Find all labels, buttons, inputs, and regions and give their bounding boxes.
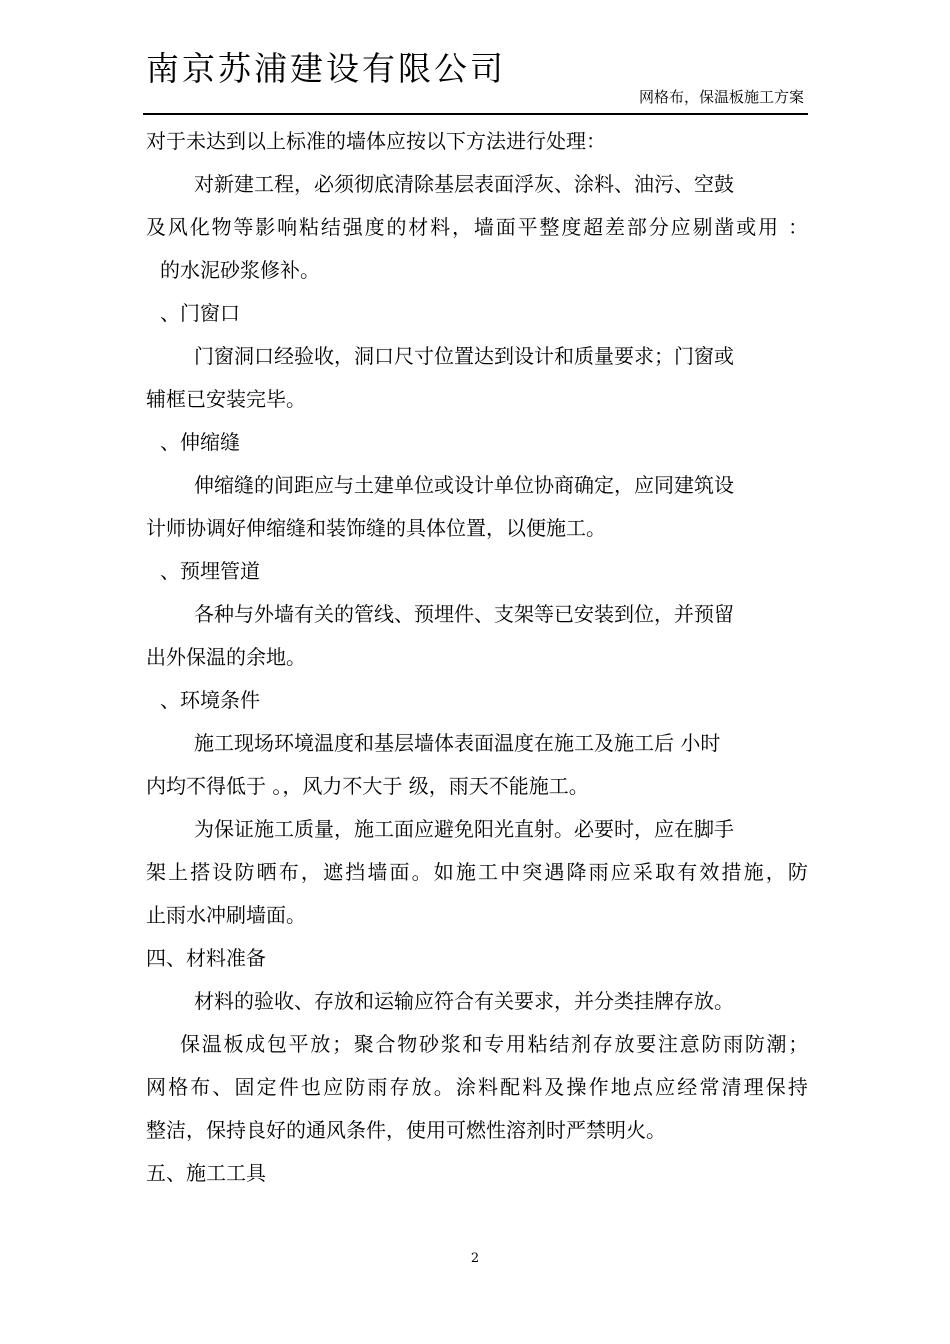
- body-line: 为保证施工质量，施工面应避免阳光直射。必要时，应在脚手: [194, 817, 734, 841]
- section-heading: 、环境条件: [160, 688, 260, 712]
- body-line: 计师协调好伸缩缝和装饰缝的具体位置，以便施工。: [146, 516, 606, 540]
- section-heading: 、伸缩缝: [160, 430, 240, 454]
- body-line: 伸缩缝的间距应与土建单位或设计单位协商确定，应同建筑设: [194, 473, 734, 497]
- document-title: 网格布，保温板施工方案: [638, 88, 804, 106]
- body-line: 施工现场环境温度和基层墙体表面温度在施工及施工后 小时: [194, 731, 721, 755]
- body-line: 门窗洞口经验收，洞口尺寸位置达到设计和质量要求；门窗或: [194, 344, 734, 368]
- body-line: 网格布、固定件也应防雨存放。涂料配料及操作地点应经常清理保持: [146, 1075, 810, 1099]
- header-rule: [143, 113, 808, 115]
- section-heading: 五、施工工具: [146, 1161, 266, 1185]
- body-line: 及风化物等影响粘结强度的材料，墙面平整度超差部分应剔凿或用 ：: [146, 215, 810, 239]
- body-line: 内均不得低于 。，风力不大于 级，雨天不能施工。: [146, 774, 589, 798]
- document-body: [146, 120, 810, 1195]
- section-heading: 、预埋管道: [160, 559, 260, 583]
- section-heading: 四、材料准备: [146, 946, 266, 970]
- company-name: 南京苏浦建设有限公司: [146, 49, 506, 88]
- section-heading: 、门窗口: [160, 301, 240, 325]
- body-line: 对于未达到以上标准的墙体应按以下方法进行处理：: [146, 129, 606, 153]
- body-line: 辅框已安装完毕。: [146, 387, 306, 411]
- page-number: 2: [470, 1251, 480, 1266]
- body-line: 止雨水冲刷墙面。: [146, 903, 306, 927]
- body-line: 材料的验收、存放和运输应符合有关要求，并分类挂牌存放。: [194, 989, 734, 1013]
- body-line: 整洁，保持良好的通风条件，使用可燃性溶剂时严禁明火。: [146, 1118, 666, 1142]
- body-line: 对新建工程，必须彻底清除基层表面浮灰、涂料、油污、空鼓: [194, 172, 734, 196]
- body-line: 出外保温的余地。: [146, 645, 306, 669]
- body-line: 各种与外墙有关的管线、预埋件、支架等已安装到位，并预留: [194, 602, 734, 626]
- body-line: 的水泥砂浆修补。: [160, 258, 320, 282]
- body-line: 架上搭设防晒布，遮挡墙面。如施工中突遇降雨应采取有效措施，防: [146, 860, 810, 884]
- body-line: 保温板成包平放；聚合物砂浆和专用粘结剂存放要注意防雨防潮；: [180, 1032, 810, 1056]
